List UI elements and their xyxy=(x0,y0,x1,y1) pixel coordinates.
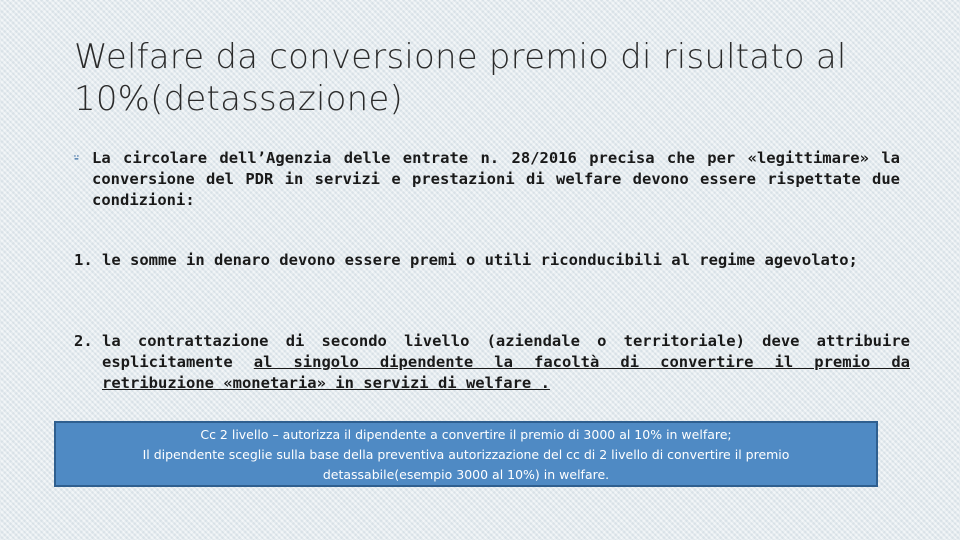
bullet-icon: ⸚ xyxy=(74,149,79,167)
condition-item-2 xyxy=(74,331,910,394)
note-line-1: Cc 2 livello – autorizza il dipendente a convertire il premio di 3000 al 10% in welfare; xyxy=(200,427,732,442)
item-text-1: le somme in denaro devono essere premi o utili riconducibili al regime agevolato; xyxy=(102,251,858,269)
condition-item-1 xyxy=(74,250,910,271)
note-line-2: Il dipendente sceglie sulla base della preventiva autorizzazione del cc di 2 livello di convertire il premio xyxy=(142,447,790,462)
intro-text: La circolare dell’Agenzia delle entrate n. 28/2016 precisa che per «legittimare» la conversione del PDR in servizi e prestazioni di welfare devono essere rispettate due condizioni: xyxy=(92,149,900,209)
intro-paragraph xyxy=(74,148,900,211)
note-line-3: detassabile(esempio 3000 al 10%) in welfare. xyxy=(322,467,610,482)
item-number-1: 1. xyxy=(74,251,93,269)
item-number-2: 2. xyxy=(74,332,93,350)
note-box xyxy=(54,421,878,487)
item-text-2-underlined: al singolo dipendente la facoltà di convertire il premio da retribuzione «monetaria» in servizi di welfare . xyxy=(102,353,911,392)
item-text-2: la contrattazione di secondo livello (aziendale o territoriale) deve attribuire esplicitamente xyxy=(102,332,910,371)
slide-title: Welfare da conversione premio di risultato al 10%(detassazione) xyxy=(74,37,847,119)
